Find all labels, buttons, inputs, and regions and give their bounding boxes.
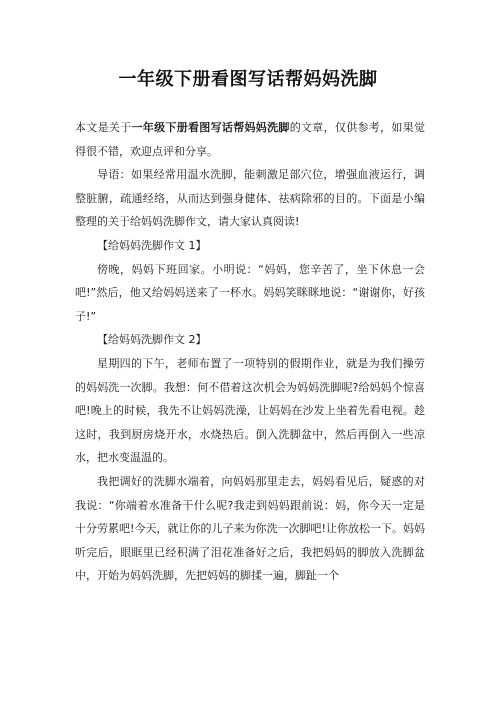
essay-2-paragraph-1: 星期四的下午，老师布置了一项特别的假期作业，就是为我们操劳的妈妈洗一次脚。我想：何不借着这次机会为妈妈洗脚呢?给妈妈个惊喜吧!晚上的时候，我先不让妈妈洗澡，让妈妈在沙发上坐着先看电视。趁这时，我到厨房烧开水，水烧热后。倒入洗脚盆中，然后再倒入一些凉水，把水变温温的。 [75,356,425,465]
essay-2-paragraph-2: 我把调好的洗脚水端着，向妈妈那里走去，妈妈看见后，疑惑的对我说：“你端着水准备干什么呢?我走到妈妈跟前说：妈，你今天一定是十分劳累吧!今天，就让你的儿子来为你洗一次脚吧!让你放松一下。妈妈听完后，眼眶里已经积满了泪花准备好之后，我把妈妈的脚放入洗脚盆中，开始为妈妈洗脚，先把妈妈的脚揉一遍，脚趾一个 [75,474,425,583]
essay-1-paragraph-1: 傍晚，妈妈下班回家。小明说：“妈妈，您辛苦了，坐下休息一会吧!”然后，他又给妈妈送来了一杯水。妈妈笑眯眯地说：“谢谢你，好孩子!” [75,262,425,323]
intro-prefix: 本文是关于 [75,121,132,134]
page-title: 一年级下册看图写话帮妈妈洗脚 [118,69,378,90]
essay-1-heading: 【给妈妈洗脚作文 1】 [97,238,207,252]
intro-suffix: 的文章，仅供参考，如果觉得很不错，欢迎点评和分享。 [75,121,426,158]
lead-paragraph: 导语：如果经常用温水洗脚，能刺激足部穴位，增强血液运行，调整脏腑，疏通经络，从而达到强身健体、祛病除邪的目的。下面是小编整理的关于给妈妈洗脚作文，请大家认真阅读! [75,168,425,229]
intro-keyword: 一年级下册看图写话帮妈妈洗脚 [131,121,290,134]
intro-paragraph [75,116,425,163]
essay-2-heading: 【给妈妈洗脚作文 2】 [97,333,207,347]
article-body [75,116,425,588]
